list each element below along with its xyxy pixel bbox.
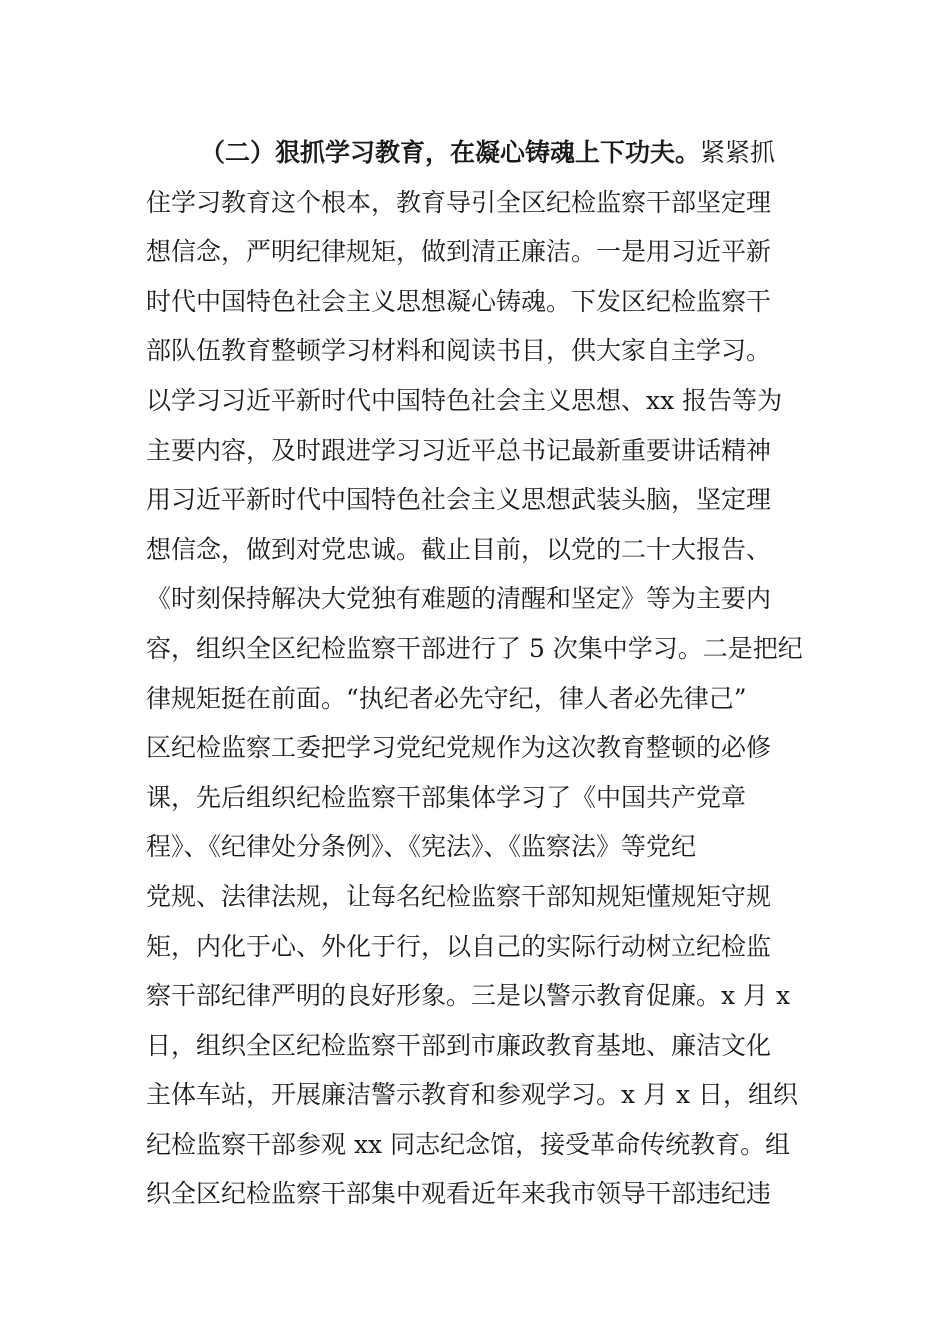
text-line: 程》、《纪律处分条例》、《宪法》、《监察法》等党纪 [146,832,697,862]
text-line: 察干部纪律严明的良好形象。三是以警示教育促廉。x 月 x [146,981,791,1011]
text-line: 以学习习近平新时代中国特色社会主义思想、xx 报告等为 [146,385,783,415]
text-line: 区纪检监察工委把学习党纪党规作为这次教育整顿的必修 [146,733,772,763]
text-line: 住学习教育这个根本，教育导引全区纪检监察干部坚定理 [146,187,772,217]
section-heading: （二）狠抓学习教育，在凝心铸魂上下功夫。 [200,138,701,167]
text-line: 织全区纪检监察干部集中观看近年来我市领导干部违纪违 [146,1179,772,1209]
text-line-content: 紧紧抓 [700,138,776,167]
text-line: 时代中国特色社会主义思想凝心铸魂。下发区纪检监察干 [146,286,772,316]
text-line: 矩，内化于心、外化于行，以自己的实际行动树立纪检监 [146,931,772,961]
body-text [146,128,806,1219]
text-line: 主要内容，及时跟进学习习近平总书记最新重要讲话精神 [146,435,772,465]
text-line: 主体车站，开展廉洁警示教育和参观学习。x 月 x 日，组织 [146,1080,799,1110]
text-line: 想信念，严明纪律规矩，做到清正廉洁。一是用习近平新 [146,237,772,267]
text-line: 用习近平新时代中国特色社会主义思想武装头脑，坚定理 [146,485,772,515]
text-line: 日，组织全区纪检监察干部到市廉政教育基地、廉洁文化 [146,1030,772,1060]
text-line: 部队伍教育整顿学习材料和阅读书目，供大家自主学习。 [146,336,772,366]
text-line: 《时刻保持解决大党独有难题的清醒和坚定》等为主要内 [146,584,772,614]
text-line: 容，组织全区纪检监察干部进行了 5 次集中学习。二是把纪 [146,633,803,663]
text-line: 党规、法律法规，让每名纪检监察干部知规矩懂规矩守规 [146,881,772,911]
text-line: 纪检监察干部参观 xx 同志纪念馆，接受革命传统教育。组 [146,1129,791,1159]
text-line: 律规矩挺在前面。“执纪者必先守纪，律人者必先律己” [146,683,747,713]
text-line: 想信念，做到对党忠诚。截止目前，以党的二十大报告、 [146,534,772,564]
text-line: 课，先后组织纪检监察干部集体学习了《中国共产党章 [146,782,747,812]
text-line [146,128,806,178]
